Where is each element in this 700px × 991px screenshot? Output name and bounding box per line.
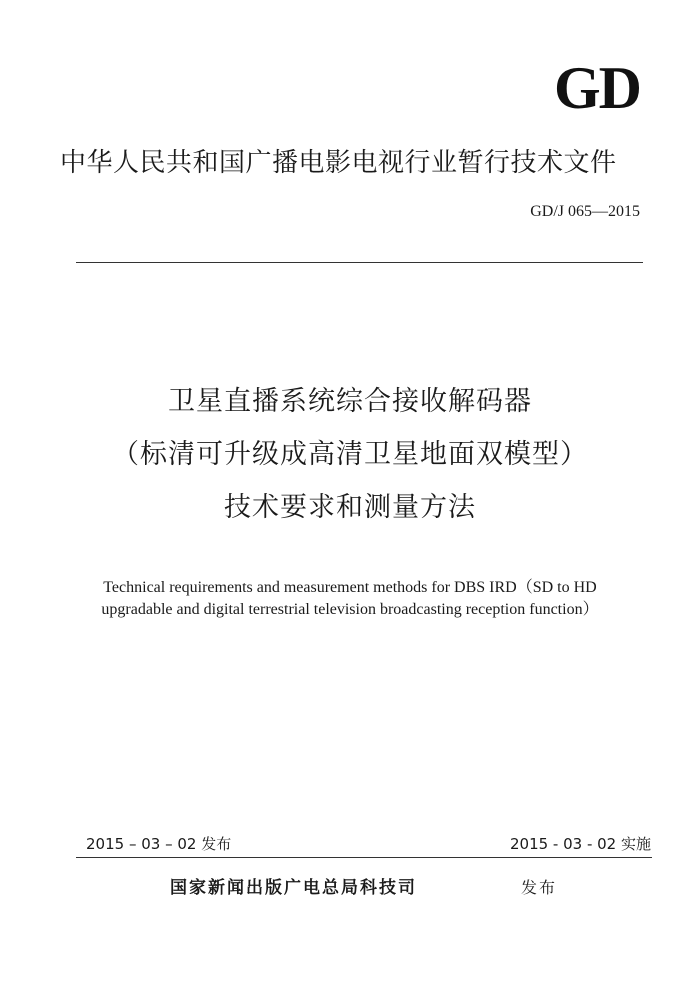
header-divider [76,262,643,263]
footer-divider [76,857,652,858]
english-title-line-2: upgradable and digital terrestrial television broadcasting reception function） [101,601,599,618]
standard-number: GD/J 065—2015 [530,203,640,220]
title-line-3: 技术要求和测量方法 [224,492,476,523]
issue-date: 2015 – 03 – 02 发布 [86,835,232,853]
implementation-date: 2015 - 03 - 02 实施 [509,835,651,853]
publisher-name: 国家新闻出版广电总局科技司 [170,878,417,898]
english-title-line-1: Technical requirements and measurement methods for DBS IRD（SD to HD [103,579,597,596]
gd-logo: GD [554,55,640,121]
publish-label: 发布 [521,878,558,897]
title-line-2: （标清可升级成高清卫星地面双模型） [112,439,588,470]
document-type-heading: 中华人民共和国广播电影电视行业暂行技术文件 [60,148,617,178]
title-line-1: 卫星直播系统综合接收解码器 [168,386,532,417]
